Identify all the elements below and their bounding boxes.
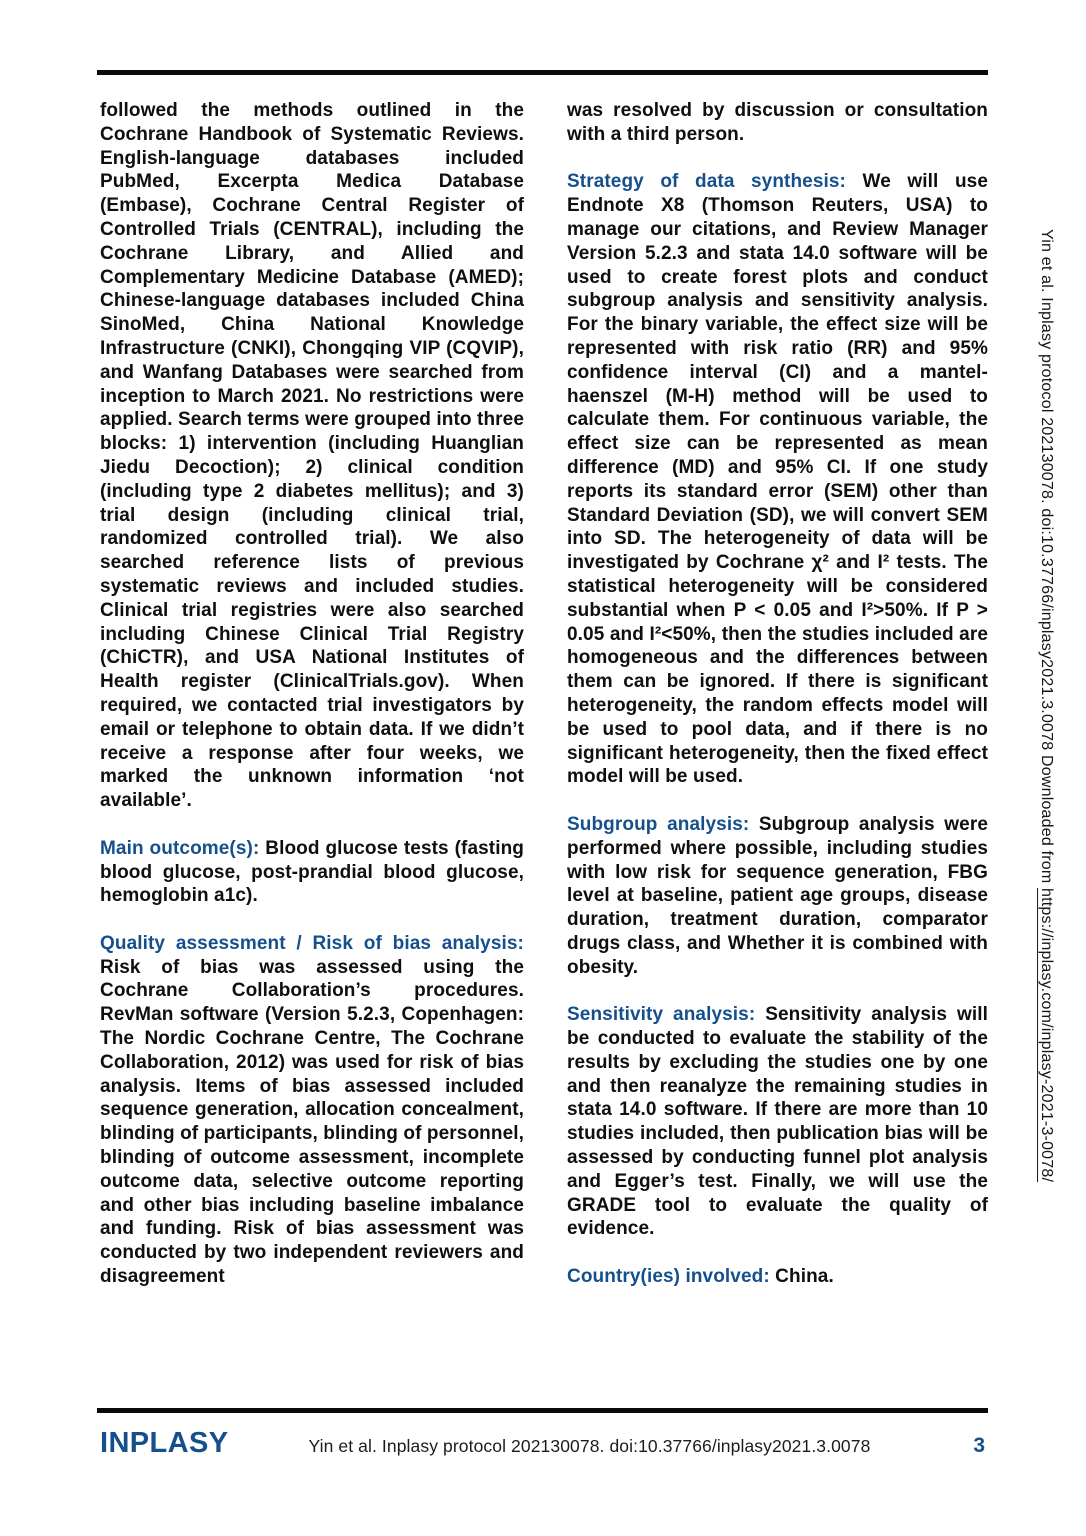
section-heading: Quality assessment / Risk of bias analysis:: [100, 932, 524, 954]
paragraph: [567, 170, 988, 789]
footer-rule: [97, 1408, 988, 1413]
top-rule: [97, 70, 988, 75]
page-number: 3: [973, 1434, 985, 1457]
paragraph-text: was resolved by discussion or consultation with a third person.: [567, 100, 988, 145]
inplasy-logo: INPLASY: [100, 1427, 229, 1459]
paragraph-text: Sensitivity analysis will be conducted to evaluate the stability of the results by excluding the studies one by one and then reanalyze the remaining studies in stata 14.0 software. If there are more than 10 studies included, then publication bias will be assessed by conducting funnel plot analysis and Egger’s test. Finally, we will use the GRADE tool to evaluate the quality of evidence.: [567, 1004, 988, 1240]
sidebar-link[interactable]: https://inplasy.com/inplasy-2021-3-0078/: [1038, 888, 1055, 1183]
paragraph: [567, 1003, 988, 1241]
paragraph-text: Blood glucose tests (fasting blood glucose, post-prandial blood glucose, hemoglobin a1c).: [100, 837, 524, 907]
paragraph: [100, 932, 524, 1289]
sidebar-citation-text: Yin et al. Inplasy protocol 202130078. doi:10.37766/inplasy2021.3.0078 Downloaded from: [1038, 229, 1055, 889]
right-column: [567, 99, 988, 1289]
body-columns: [100, 99, 988, 1289]
paragraph-text: China.: [775, 1266, 834, 1288]
footer-citation: Yin et al. Inplasy protocol 202130078. doi:10.37766/inplasy2021.3.0078: [308, 1436, 871, 1456]
paragraph: [100, 99, 524, 813]
left-column: [100, 99, 524, 1289]
paragraph: [100, 837, 524, 908]
section-heading: Strategy of data synthesis:: [567, 171, 846, 193]
paragraph-text: Subgroup analysis were performed where possible, including studies with low risk for sequence generation, FBG level at baseline, patient age groups, disease duration, treatment duration, comparator drugs class, and Whether it is combined with obesity.: [567, 813, 988, 978]
paragraph: [567, 1265, 988, 1289]
section-heading: Sensitivity analysis:: [567, 1004, 756, 1026]
section-heading: Country(ies) involved:: [567, 1266, 770, 1288]
section-heading: Main outcome(s):: [100, 837, 260, 859]
sidebar-citation: [1037, 229, 1055, 1182]
paragraph: [567, 813, 988, 980]
paragraph-text: We will use Endnote X8 (Thomson Reuters, USA) to manage our citations, and Review Manager Version 5.2.3 and stata 14.0 software will be used to create forest plots and conduct subgroup analysis and sensitivity analysis. For the binary variable, the effect size will be represented with risk ratio (RR) and 95% confidence interval (CI) and a mantel-haenszel (M-H) method will be used to calculate them. For continuous variable, the effect size can be represented as mean difference (MD) and 95% CI. If one study reports its standard error (SEM) other than Standard Deviation (SD), we will convert SEM into SD. The heterogeneity of data will be investigated by Cochrane χ² and I² tests. The statistical heterogeneity will be considered substantial when P < 0.05 and I²>50%. If P > 0.05 and I²<50%, then the studies included are homogeneous and the differences between them can be ignored. If there is significant heterogeneity, the random effects model will be used to pool data, and if there is no significant heterogeneity, then the fixed effect model will be used.: [567, 171, 988, 788]
paragraph-text: Risk of bias was assessed using the Cochrane Collaboration’s procedures. RevMan software (Version 5.2.3, Copenhagen: The Nordic Cochrane Centre, The Cochrane Collaboration, 2012) was used for risk of bias analysis. Items of bias assessed included sequence generation, allocation concealment, blinding of participants, blinding of personnel, blinding of outcome assessment, incomplete outcome data, selective outcome reporting and other bias including baseline imbalance and funding. Risk of bias assessment was conducted by two independent reviewers and disagreement: [100, 956, 524, 1288]
paragraph: [567, 99, 988, 147]
paragraph-text: followed the methods outlined in the Cochrane Handbook of Systematic Reviews. English-language databases included PubMed, Excerpta Medica Database (Embase), Cochrane Central Register of Controlled Trials (CENTRAL), including the Cochrane Library, and Allied and Complementary Medicine Database (AMED); Chinese-language databases included China SinoMed, China National Knowledge Infrastructure (CNKI), Chongqing VIP (CQVIP), and Wanfang Databases were searched from inception to March 2021. No restrictions were applied. Search terms were grouped into three blocks: 1) intervention (including Huanglian Jiedu Decoction); 2) clinical condition (including type 2 diabetes mellitus); and 3) trial design (including clinical trial, randomized controlled trial). We also searched reference lists of previous systematic reviews and included studies. Clinical trial registries were also searched including Chinese Clinical Trial Registry (ChiCTR), and USA National Institutes of Health register (ClinicalTrials.gov). When required, we contacted trial investigators by email or telephone to obtain data. If we didn’t receive a response after four weeks, we marked the unknown information ‘not available’.: [100, 100, 524, 812]
footer: [100, 1427, 985, 1460]
section-heading: Subgroup analysis:: [567, 813, 750, 835]
